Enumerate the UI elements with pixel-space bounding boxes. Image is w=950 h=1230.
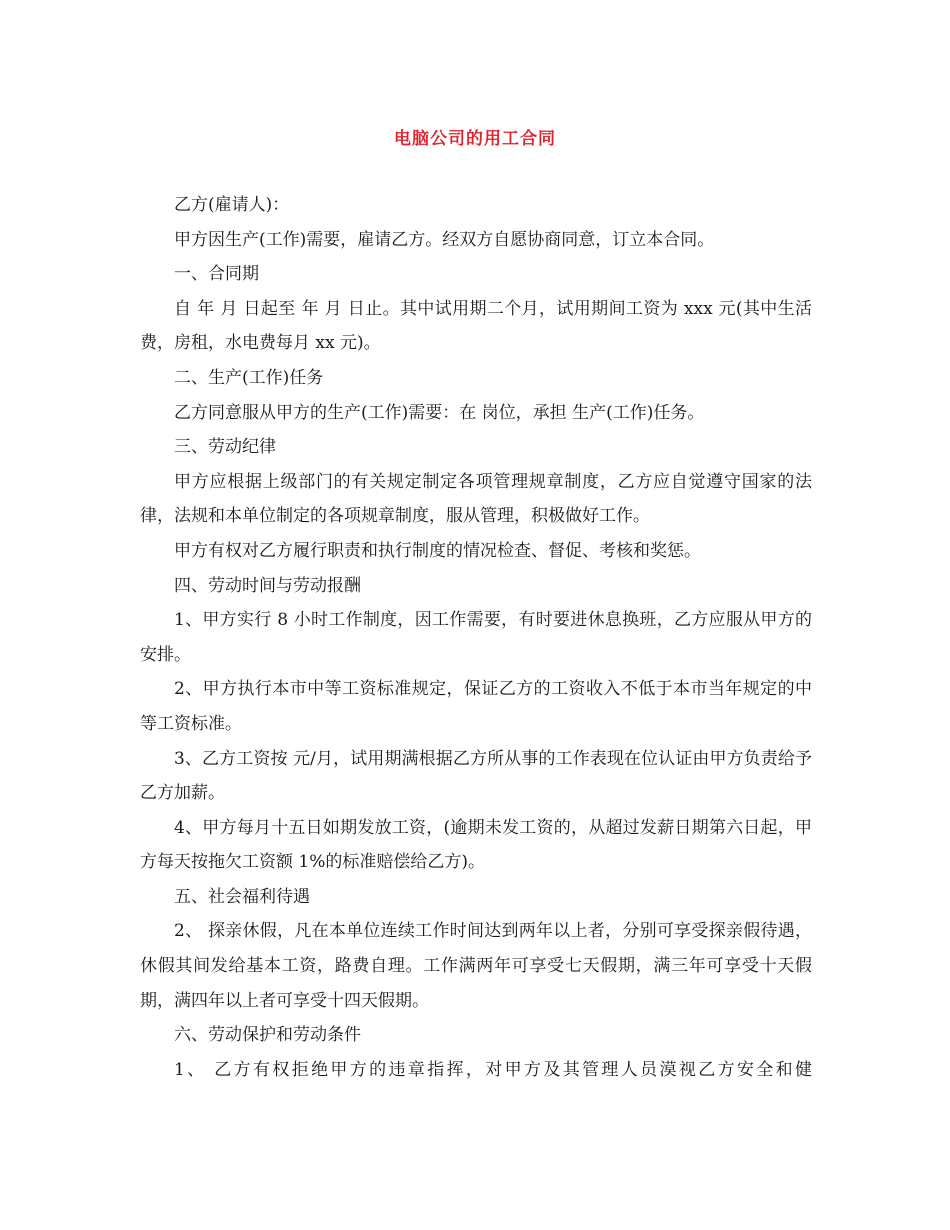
section-heading: 二、生产(工作)任务 xyxy=(174,367,324,388)
paragraph: 乙方同意服从甲方的生产(工作)需要：在 岗位，承担 生产(工作)任务。 xyxy=(174,402,705,423)
section-heading: 五、社会福利待遇 xyxy=(174,886,310,907)
section-heading: 四、劳动时间与劳动报酬 xyxy=(174,575,361,596)
paragraph: 2、 探亲休假，凡在本单位连续工作时间达到两年以上者，分别可享受探亲假待遇，休假其间发给基本工资，路费自理。工作满两年可享受七天假期，满三年可享受十天假期，满四年以上者可享受十四天假期。 xyxy=(140,921,812,1011)
paragraph: 1、 乙方有权拒绝甲方的违章指挥，对甲方及其管理人员漠视乙方安全和健 xyxy=(174,1059,812,1080)
paragraph: 2、甲方执行本市中等工资标准规定，保证乙方的工资收入不低于本市当年规定的中等工资标准。 xyxy=(140,679,812,734)
paragraph: 1、甲方实行 8 小时工作制度，因工作需要，有时要进休息换班，乙方应服从甲方的安排。 xyxy=(140,610,812,665)
paragraph: 自 年 月 日起至 年 月 日止。其中试用期二个月，试用期间工资为 xxx 元(其中生活费，房租，水电费每月 xx 元)。 xyxy=(140,298,812,354)
document-title: 电脑公司的用工合同 xyxy=(394,129,556,149)
section-heading: 三、劳动纪律 xyxy=(174,437,276,458)
section-heading: 六、劳动保护和劳动条件 xyxy=(174,1025,361,1046)
paragraph: 甲方有权对乙方履行职责和执行制度的情况检查、督促、考核和奖惩。 xyxy=(174,540,701,561)
document-body xyxy=(140,188,812,1087)
paragraph: 甲方因生产(工作)需要，雇请乙方。经双方自愿协商同意，订立本合同。 xyxy=(174,229,715,250)
section-heading: 一、合同期 xyxy=(174,264,259,285)
paragraph: 3、乙方工资按 元/月，试用期满根据乙方所从事的工作表现在位认证由甲方负责给予乙方加薪。 xyxy=(140,748,812,804)
paragraph: 甲方应根据上级部门的有关规定制定各项管理规章制度，乙方应自觉遵守国家的法律，法规和本单位制定的各项规章制度，服从管理，积极做好工作。 xyxy=(140,471,812,527)
paragraph: 4、甲方每月十五日如期发放工资，(逾期未发工资的，从超过发薪日期第六日起，甲方每天按拖欠工资额 1%的标准赔偿给乙方)。 xyxy=(140,817,812,873)
paragraph: 乙方(雇请人)： xyxy=(174,195,290,215)
